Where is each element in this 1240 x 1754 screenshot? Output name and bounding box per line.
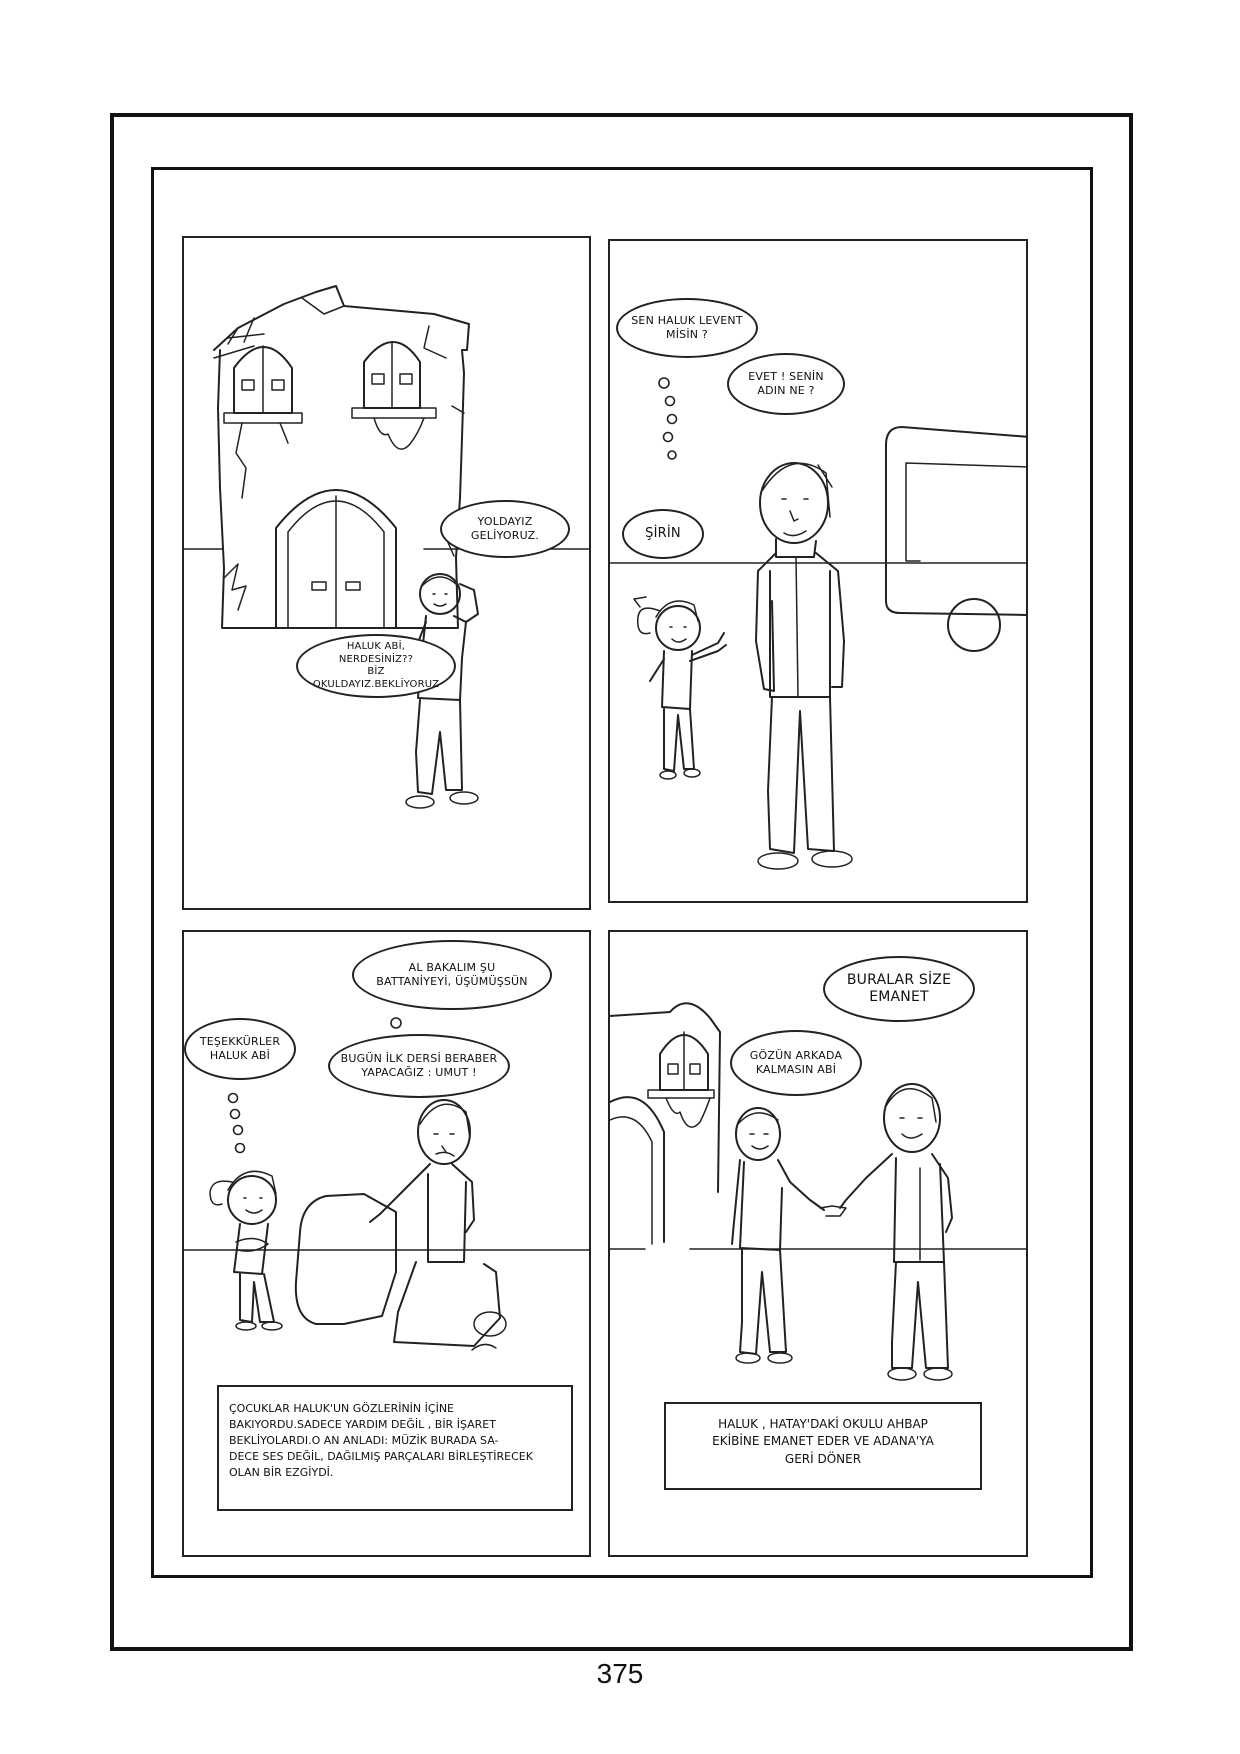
comic-panel-2 [608,239,1028,903]
speech-bubble-bugun-ilk-dersi: BUGÜN İLK DERSİ BERABER YAPACAĞIZ : UMUT ! [328,1034,510,1098]
panel-1-drawing [184,238,591,910]
speech-bubble-evet-senin-adin: EVET ! SENİN ADIN NE ? [727,353,845,415]
narration-caption-panel-4: HALUK , HATAY'DAKİ OKULU AHBAP EKİBİNE EMANET EDER VE ADANA'YA GERİ DÖNER [664,1402,982,1490]
speech-bubble-sirin: ŞİRİN [622,509,704,559]
speech-bubble-gozun-arkada: GÖZÜN ARKADA KALMASIN ABİ [730,1030,862,1096]
speech-bubble-sen-haluk-levent: SEN HALUK LEVENT MİSİN ? [616,298,758,358]
speech-bubble-tesekkurler: TEŞEKKÜRLER HALUK ABİ [184,1018,296,1080]
page-number: 375 [596,1658,644,1689]
speech-bubble-buralar-size-emanet: BURALAR SİZE EMANET [823,956,975,1022]
comic-panel-3 [182,930,591,1557]
speech-bubble-haluk-abi-nerdesiniz: HALUK ABİ, NERDESİNİZ?? BİZ OKULDAYIZ.BEKLİYORUZ [296,634,456,698]
speech-bubble-yoldayiz: YOLDAYIZ GELİYORUZ. [440,500,570,558]
speech-bubble-al-bakalim: AL BAKALIM ŞU BATTANİYEYİ, ÜŞÜMÜŞSÜN [352,940,552,1010]
comic-panel-1 [182,236,591,910]
comic-panel-4 [608,930,1028,1557]
narration-caption-panel-3: ÇOCUKLAR HALUK'UN GÖZLERİNİN İÇİNE BAKIYORDU.SADECE YARDIM DEĞİL , BİR İŞARET BEKLİYOLARDI.O AN ANLADI: MÜZİK BURADA SA- DECE SES DEĞİL, DAĞILMIŞ PARÇALARI BİRLEŞTİRECEK OLAN BİR EZGİYDİ. [217,1385,573,1511]
